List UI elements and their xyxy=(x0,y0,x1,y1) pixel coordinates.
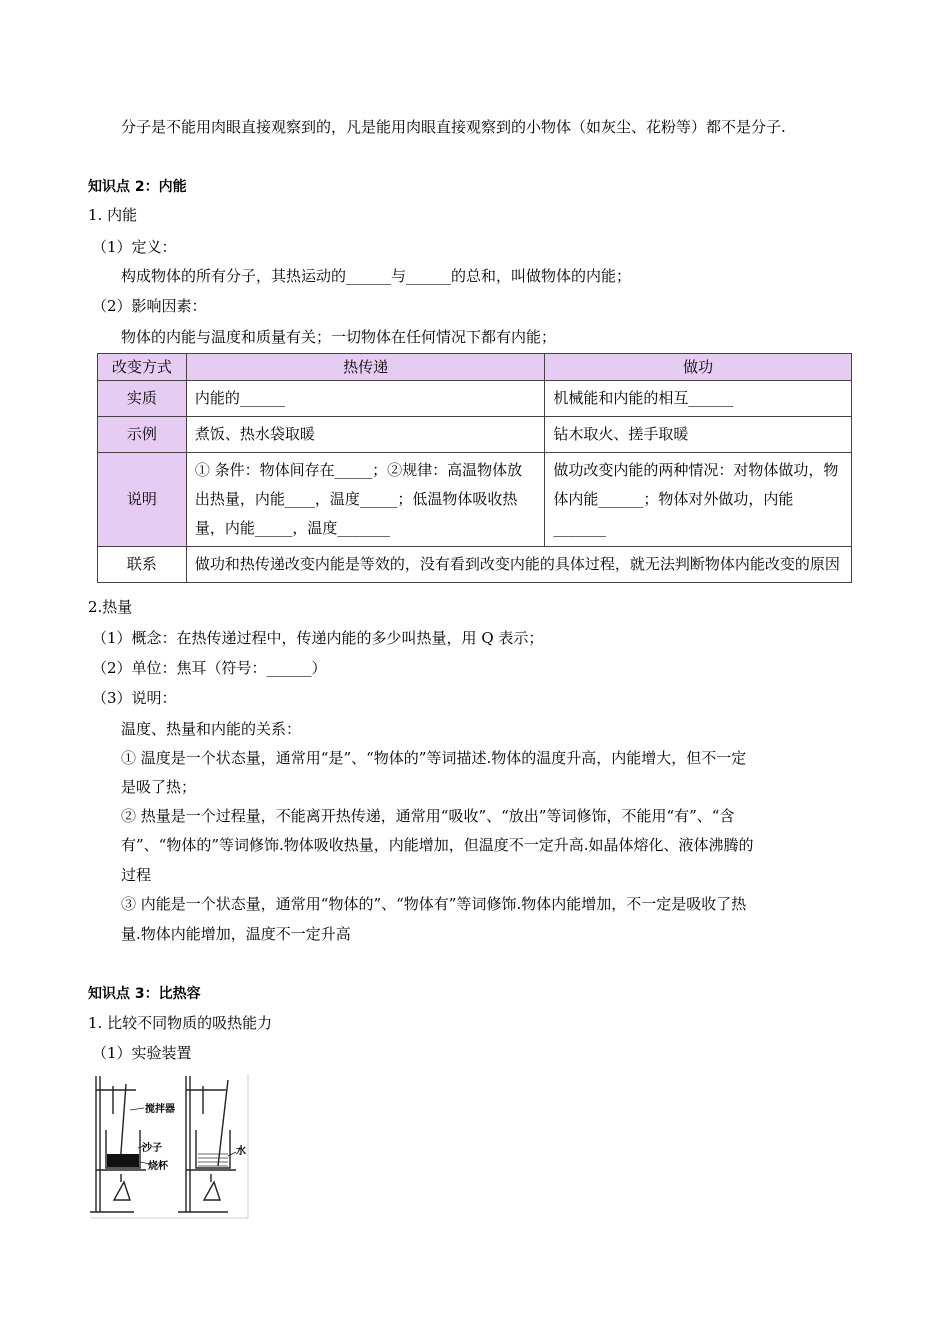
cell-explanation-work: 做功改变内能的两种情况：对物体做功，物体内能______；物体对外做功，内能_______ xyxy=(545,453,852,547)
point-3-line-2: 量.物体内能增加，温度不一定升高 xyxy=(121,925,351,943)
point-3-line-1: ③ 内能是一个状态量，通常用“物体的”、“物体有”等词修饰.物体内能增加，不一定是吸收了热 xyxy=(121,895,747,913)
experiment-apparatus-figure xyxy=(88,1072,250,1220)
heat-note-label: （3）说明： xyxy=(92,689,177,707)
point-1-line-1: ① 温度是一个状态量，通常用“是”、“物体的”等词描述.物体的温度升高，内能增大，但不一定 xyxy=(121,749,747,767)
row-label-example: 示例 xyxy=(98,417,187,453)
row-label-explanation: 说明 xyxy=(98,453,187,547)
cell-relation: 做功和热传递改变内能是等效的，没有看到改变内能的具体过程，就无法判断物体内能改变的原因 xyxy=(186,547,851,583)
cell-explanation-heat: ① 条件：物体间存在_____；②规律：高温物体放出热量，内能____，温度_____；低温物体吸收热量，内能_____，温度_______ xyxy=(186,453,545,547)
point-2-line-3: 过程 xyxy=(121,866,152,884)
heat-unit: （2）单位：焦耳（符号：______） xyxy=(92,659,327,677)
kp2-heading: 知识点 2：内能 xyxy=(88,179,187,195)
factors-label: （2）影响因素： xyxy=(92,297,207,315)
figure-label-beaker: 烧杯 xyxy=(148,1161,168,1172)
kp3-heading: 知识点 3：比热容 xyxy=(88,986,201,1002)
table-header-heat-transfer: 热传递 xyxy=(186,354,545,381)
figure-label-water: 水 xyxy=(236,1146,246,1157)
point-2-line-1: ② 热量是一个过程量，不能离开热传递，通常用“吸收”、“放出”等词修饰，不能用“有”、“含 xyxy=(121,807,735,825)
figure-label-sand: 沙子 xyxy=(142,1143,162,1154)
table-row xyxy=(98,381,852,417)
row-label-relation: 联系 xyxy=(98,547,187,583)
figure-label-stirrer: 搅拌器 xyxy=(145,1104,175,1115)
factors-text: 物体的内能与温度和质量有关；一切物体在任何情况下都有内能； xyxy=(121,328,557,346)
kp2-section-internal-energy: 1. 内能 xyxy=(88,206,138,224)
cell-essence-work: 机械能和内能的相互______ xyxy=(545,381,852,417)
intro-line: 分子是不能用肉眼直接观察到的，凡是能用肉眼直接观察到的小物体（如灰尘、花粉等）都不是分子. xyxy=(121,118,786,136)
definition-label: （1）定义： xyxy=(92,238,177,256)
experiment-setup-label: （1）实验装置 xyxy=(92,1044,192,1062)
table-header-work: 做功 xyxy=(545,354,852,381)
heat-relation-title: 温度、热量和内能的关系： xyxy=(121,720,302,738)
cell-example-heat: 煮饭、热水袋取暖 xyxy=(186,417,545,453)
table-row xyxy=(98,547,852,583)
row-label-essence: 实质 xyxy=(98,381,187,417)
table-header-method: 改变方式 xyxy=(98,354,187,381)
point-1-line-2: 是吸了热； xyxy=(121,778,197,796)
kp2-section-heat: 2.热量 xyxy=(88,598,133,616)
table-row xyxy=(98,417,852,453)
table-row xyxy=(98,453,852,547)
sand-fill xyxy=(107,1154,139,1167)
cell-essence-heat: 内能的______ xyxy=(186,381,545,417)
definition-text: 构成物体的所有分子，其热运动的______与______的总和，叫做物体的内能； xyxy=(121,267,632,285)
cell-example-work: 钻木取火、搓手取暖 xyxy=(545,417,852,453)
table-header-row xyxy=(98,354,852,381)
heat-concept: （1）概念：在热传递过程中，传递内能的多少叫热量，用 Q 表示； xyxy=(92,629,544,647)
kp3-section-compare: 1. 比较不同物质的吸热能力 xyxy=(88,1014,273,1032)
point-2-line-2: 有”、“物体的”等词修饰.物体吸收热量，内能增加，但温度不一定升高.如晶体熔化、液体沸腾的 xyxy=(121,836,754,854)
energy-change-table xyxy=(97,353,852,583)
